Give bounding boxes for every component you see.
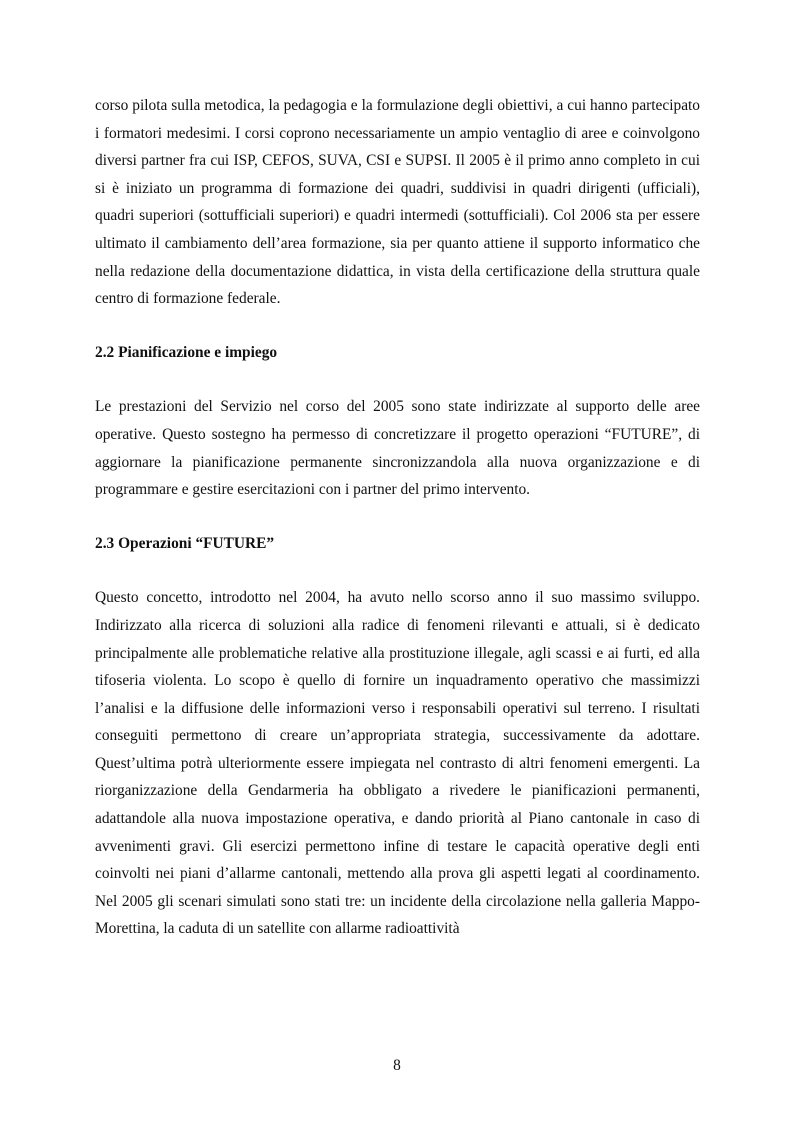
page-content [95, 92, 700, 943]
heading-operazioni-future: 2.3 Operazioni “FUTURE” [95, 534, 275, 552]
page-number: 8 [393, 1057, 401, 1074]
paragraph-operazioni: Questo concetto, introdotto nel 2004, ha avuto nello scorso anno il suo massimo sviluppo. Indirizzato alla ricerca di soluzioni alla radice di fenomeni rilevanti e attuali, si è dedicato principalmente alle problematiche relative alla prostituzione illegale, agli scassi e ai furti, ed alla tifoseria violenta. Lo scopo è quello di fornire un inquadramento operativo che massimizzi l’analisi e la diffusione delle informazioni verso i responsabili operativi sul terreno. I risultati conseguiti permettono di creare un’appropriata strategia, successivamente da adottare. Quest’ultima potrà ulteriormente essere impiegata nel contrasto di altri fenomeni emergenti. La riorganizzazione della Gendarmeria ha obbligato a rivedere le pianificazioni permanenti, adattandole alla nuova impostazione operativa, e dando priorità al Piano cantonale in caso di avvenimenti gravi. Gli esercizi permettono infine di testare le capacità operative degli enti coinvolti nei piani d’allarme cantonali, mettendo alla prova gli aspetti legati al coordinamento. Nel 2005 gli scenari simulati sono stati tre: un incidente della circolazione nella galleria Mappo-Morettina, la caduta di un satellite con allarme radioattività [95, 589, 700, 938]
paragraph-intro: corso pilota sulla metodica, la pedagogia e la formulazione degli obiettivi, a cui hanno partecipato i formatori medesimi. I corsi coprono necessariamente un ampio ventaglio di aree e coinvolgono diversi partner fra cui ISP, CEFOS, SUVA, CSI e SUPSI. Il 2005 è il primo anno completo in cui si è iniziato un programma di formazione dei quadri, suddivisi in quadri dirigenti (ufficiali), quadri superiori (sottufficiali superiori) e quadri intermedi (sottufficiali). Col 2006 sta per essere ultimato il cambiamento dell’area formazione, sia per quanto attiene il supporto informatico che nella redazione della documentazione didattica, in vista della certificazione della struttura quale centro di formazione federale. [95, 97, 700, 308]
paragraph-pianificazione: Le prestazioni del Servizio nel corso del 2005 sono state indirizzate al supporto delle aree operative. Questo sostegno ha permesso di concretizzare il progetto operazioni “FUTURE”, di aggiornare la pianificazione permanente sincronizzandola alla nuova organizzazione e di programmare e gestire esercitazioni con i partner del primo intervento. [95, 398, 700, 499]
heading-pianificazione: 2.2 Pianificazione e impiego [95, 343, 278, 361]
